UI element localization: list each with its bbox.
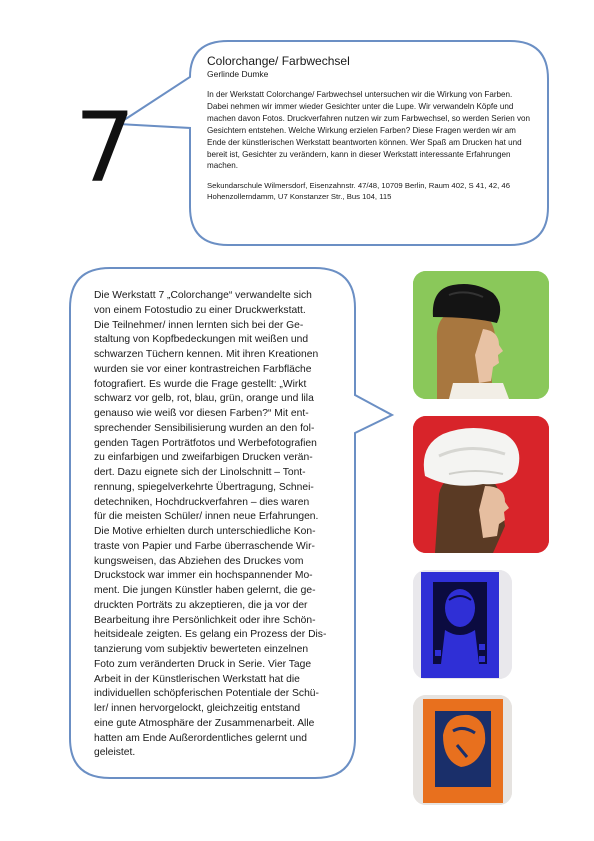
workshop-address: Sekundarschule Wilmersdorf, Eisenzahnstr. 47/48, 10709 Berlin, Raum 402, S 41, 42, 46 Hohenzollerndamm, U7 Konstanzer Str., Bus 104, 115 — [207, 181, 510, 202]
workshop-description — [207, 54, 533, 202]
workshop-report — [94, 289, 338, 761]
portrait-black-hat-photo — [413, 271, 549, 399]
workshop-intro-text: In der Werkstatt Colorchange/ Farbwechsel untersuchen wir die Wirkung von Farben. Dabei nehmen wir immer wieder Gesichter unter die Lupe. Wir verwandeln Köpfe und machen davon Fotos. Druckverfahren nutzen wir zum Farbwechsel, so werden Serien von Gesichtern entstehen. Welche Wirkung erzielen Farben? Diese Fragen werden wir am Ende der künstlerischen Werkstatt beantworten können. Wer Spaß am Drucken hat und bereit ist, Gesichter zu verändern, kann in dieser Werkstatt interessante Erfahrungen machen. — [207, 90, 531, 171]
workshop-title: Colorchange/ Farbwechsel — [207, 54, 350, 68]
workshop-number: 7 — [74, 92, 136, 204]
workshop-author: Gerlinde Dumke — [207, 69, 269, 79]
portrait-white-hat-photo — [413, 416, 549, 553]
workshop-report-text: Die Werkstatt 7 „Colorchange“ verwandelte sich von einem Fotostudio zu einer Druckwerkstatt. Die Teilnehmer/ innen lernten sich bei der Ge- staltung von Kopfbedeckungen mit weißen und schwarzen Tüchern kennen. Mit ihren Kreationen wurden sie vor einer kontrastreichen Farbfläche fotografiert. Es wurde die Frage gestellt: „Wirkt schwarz vor gelb, rot, blau, grün, orange und lila genauso wie weiß vor diesen Farben?“ Mit ent- sprechender Sensibilisierung wurden an den fol- genden Tagen Porträtfotos und Werbefotografien zu einfarbigen und zweifarbigen Drucken verän- dert. Dazu eignete sich der Linolschnitt – Tont- rennung, spiegelverkehrte Übertragung, Schnei- detechniken, Hochdruckverfahren – dies waren für die meisten Schüler/ innen neue Erfahrungen. Die Motive erhielten durch unterschiedliche Kon- traste von Papier und Farbe überraschende Wir- kungsweisen, das Abziehen des Druckes vom Druckstock war immer ein hochspannender Mo- ment. Die jungen Künstler haben gelernt, die ge- druckten Porträts zu akzeptieren, die ja vor der Bearbeitung ihre Persönlichkeit oder ihre Schön- heitsideale zeigten. Es gelang ein Prozess der Dis- tanzierung vom subjektiv bewerteten einzelnen Foto zum veränderten Druck in Serie. Vier Tage Arbeit in der Künstlerischen Werkstatt hat die individuellen schöpferischen Potentiale der Schü- ler/ innen hervorgelockt, gleichzeitig entstand eine gute Atmosphäre der Zusammenarbeit. Alle hatten am Ende Außerordentliches gelernt und geleistet. — [94, 290, 327, 759]
linocut-print-blue-photo — [413, 570, 512, 679]
linocut-print-orange-photo — [413, 695, 512, 805]
